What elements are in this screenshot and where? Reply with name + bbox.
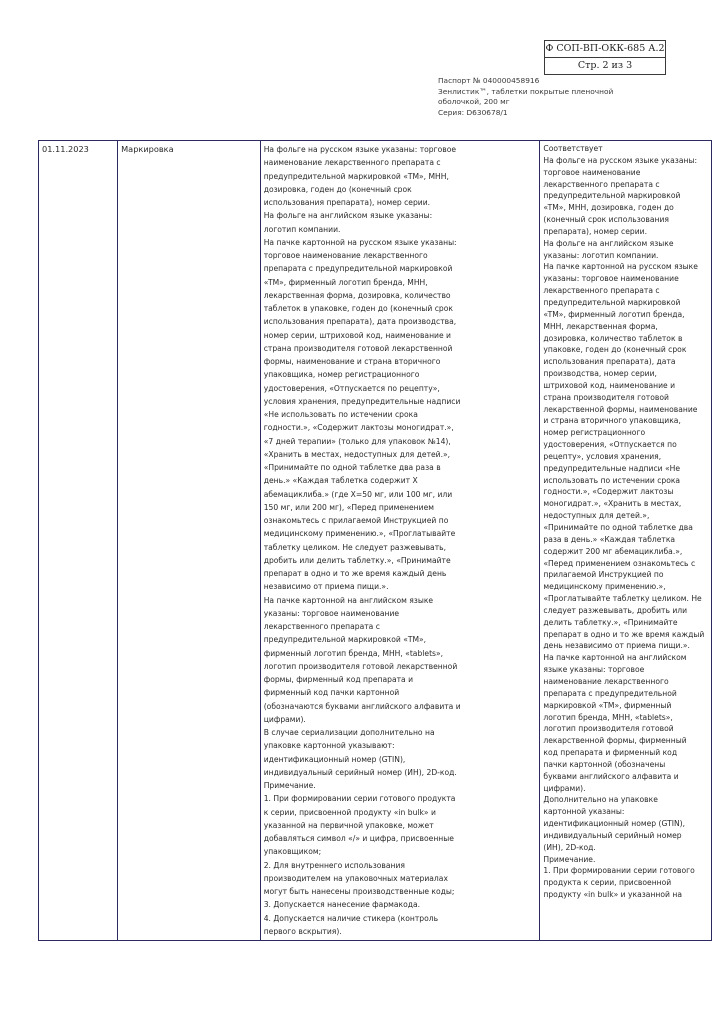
requirement-line: день.» «Каждая таблетка содержит X xyxy=(263,476,418,486)
result-line: «Проглатывайте таблетку целиком. Не xyxy=(543,594,702,604)
requirement-line: цифрами). xyxy=(263,714,306,724)
requirement-line: 2. Для внутреннего использования xyxy=(263,860,405,870)
requirement-line: индивидуальный серийный номер (ИН), 2D-код. xyxy=(263,767,457,777)
result-line: раза в день.» «Каждая таблетка xyxy=(543,534,676,544)
passport-line: Паспорт № 040000458916 xyxy=(438,76,540,85)
requirement-line: годности.», «Содержит лактозы моногидрат.», xyxy=(263,423,454,433)
requirement-line: номер серии, штриховой код, наименование и xyxy=(263,330,451,340)
result-line: удостоверения, «Отпускается по xyxy=(543,440,677,450)
requirement-line: «Хранить в местах, недоступных для детей.», xyxy=(263,449,451,459)
result-line: указаны: торговое наименование xyxy=(543,274,679,284)
requirement-line: лекарственная форма, дозировка, количество xyxy=(263,290,451,300)
result-line: препарата), номер серии. xyxy=(543,226,648,236)
result-line: языке указаны: торговое xyxy=(543,665,645,675)
specification-table xyxy=(38,140,712,941)
result-line: производства, номер серии, xyxy=(543,369,657,379)
requirement-line: предупредительной маркировкой «TM», xyxy=(263,635,427,645)
requirement-line: 3. Допускается нанесение фармакода. xyxy=(263,900,421,910)
result-line: препарат в одно и то же время каждый xyxy=(543,629,705,639)
result-line: пачки картонной (обозначены xyxy=(543,759,666,769)
result-line: предупредительные надписи «Не xyxy=(543,463,681,473)
result-line: номер регистрационного xyxy=(543,428,646,438)
result-line: логотип бренда, МНН, «tablets», xyxy=(543,712,673,722)
result-line: цифрами). xyxy=(543,783,586,793)
result-line: прилагаемой Инструкцией по xyxy=(543,570,664,580)
requirement-line: ознакомьтесь с прилагаемой Инструкцией по xyxy=(263,516,449,525)
requirement-line: Примечание. xyxy=(263,781,316,790)
passport-block xyxy=(438,76,613,118)
result-line: Примечание. xyxy=(543,854,596,864)
result-line: страна производителя готовой xyxy=(543,392,669,402)
requirement-line: «Не использовать по истечении срока xyxy=(263,410,418,419)
document-code-box xyxy=(544,40,666,75)
requirement-line: На пачке картонной на русском языке указаны: xyxy=(263,237,457,247)
requirement-line: использования препарата), дата производства, xyxy=(263,317,457,327)
requirement-line: таблетку целиком. Не следует разжевывать, xyxy=(263,542,447,552)
result-line: На фольге на русском языке указаны: xyxy=(543,155,698,165)
requirement-line: независимо от приема пищи.». xyxy=(263,582,389,592)
result-line: дозировка, количество таблеток в xyxy=(543,333,683,343)
requirement-line: упаковке картонной указывают: xyxy=(263,741,395,751)
result-line: код препарата и фирменный код xyxy=(543,748,678,758)
result-line: продукту «in bulk» и указанной на xyxy=(543,890,682,900)
result-line: буквами английского алфавита и xyxy=(543,771,679,781)
result-line: индивидуальный серийный номер xyxy=(543,830,682,840)
result-line: и страна вторичного упаковщика, xyxy=(543,416,681,426)
requirement-line: препарата с предупредительной маркировкой xyxy=(263,264,453,274)
requirement-line: 1. При формировании серии готового продукта xyxy=(263,794,456,804)
result-line: предупредительной маркировкой xyxy=(543,297,681,307)
result-line: день независимо от приема пищи.». xyxy=(543,641,690,651)
result-line: лекарственного препарата с xyxy=(543,286,660,296)
requirement-line: «Принимайте по одной таблетке два раза в xyxy=(263,463,441,472)
passport-line: оболочкой, 200 мг xyxy=(438,97,510,107)
requirement-line: На фольге на русском языке указаны: торговое xyxy=(263,145,457,154)
result-line: наименование лекарственного xyxy=(543,676,669,686)
requirement-line: логотип компании. xyxy=(263,224,341,234)
document-code: Ф СОП-ВП-ОКК-685 А.2 xyxy=(545,43,665,54)
requirement-line: таблеток в упаковке, годен до (конечный срок xyxy=(263,304,453,313)
result-line: лекарственного препарата с xyxy=(543,179,660,189)
requirement-line: «7 дней терапии» (только для упаковок №14), xyxy=(263,436,451,446)
result-line: 1. При формировании серии готового xyxy=(543,866,695,876)
requirement-line: фирменный логотип бренда, МНН, «tablets», xyxy=(263,648,444,658)
requirement-line: наименование лекарственного препарата с xyxy=(263,158,441,168)
result-line: использовать по истечении срока xyxy=(543,475,681,485)
requirement-line: 150 мг, или 200 мг), «Перед применением xyxy=(263,502,434,512)
result-line: картонной указаны: xyxy=(543,807,625,817)
result-line: медицинскому применению.», xyxy=(543,582,666,592)
result-line: недоступных для детей.», xyxy=(543,511,650,521)
result-line: Соответствует xyxy=(543,144,603,153)
result-line: делить таблетку.», «Принимайте xyxy=(543,617,678,627)
requirement-line: дозировка, годен до (конечный срок xyxy=(263,184,412,194)
requirement-line: идентификационный номер (GTIN), xyxy=(263,754,406,764)
result-line: продукта к серии, присвоенной xyxy=(543,878,672,888)
result-line: препарата с предупредительной xyxy=(543,688,677,698)
requirement-line: лекарственного препарата с xyxy=(263,622,380,631)
result-line: «Перед применением ознакомьтесь с xyxy=(543,558,696,568)
requirement-line: удостоверения, «Отпускается по рецепту», xyxy=(263,383,440,393)
requirement-line: абемациклиба.» (где X=50 мг, или 100 мг, или xyxy=(263,489,453,499)
requirement-line: В случае сериализации дополнительно на xyxy=(263,728,435,737)
result-line: «Принимайте по одной таблетке два xyxy=(543,523,693,532)
result-line: На фольге на английском языке xyxy=(543,238,674,248)
result-line: лекарственной формы, наименование xyxy=(543,404,698,414)
requirement-line: указаны: торговое наименование xyxy=(263,608,400,618)
result-line: торговое наименование xyxy=(543,167,641,177)
requirement-line: логотип производителя готовой лекарственной xyxy=(263,661,458,671)
requirement-line: На пачке картонной на английском языке xyxy=(263,595,434,605)
result-line: годности.», «Содержит лактозы xyxy=(543,487,674,497)
result-line: упаковке, годен до (конечный срок xyxy=(543,345,687,355)
requirement-line: указанной на первичной упаковке, может xyxy=(263,820,434,830)
requirement-line: к серии, присвоенной продукту «in bulk» и xyxy=(263,807,436,817)
result-line: предупредительной маркировкой xyxy=(543,191,681,201)
requirement-line: условия хранения, предупредительные надписи xyxy=(263,396,461,406)
result-line: На пачке картонной на английском xyxy=(543,653,687,663)
result-line: идентификационный номер (GTIN), xyxy=(543,819,686,829)
result-line: маркировкой «TM», фирменный xyxy=(543,700,672,710)
requirement-line: торговое наименование лекарственного xyxy=(263,251,428,260)
result-line: следует разжевывать, дробить или xyxy=(543,605,688,615)
passport-line: Зенлистик™, таблетки покрытые пленочной xyxy=(438,86,614,96)
table-row xyxy=(39,141,712,941)
requirement-line: медицинскому применению.», «Проглатывайте xyxy=(263,529,456,539)
test-name-cell: Маркировка xyxy=(118,141,261,941)
date-cell: 01.11.2023 xyxy=(39,141,118,941)
result-line: (конечный срок использования xyxy=(543,215,669,225)
requirement-line: первого вскрытия). xyxy=(263,926,342,936)
result-line: МНН, лекарственная форма, xyxy=(543,321,658,331)
requirement-line: добавляться символ «/» и цифра, присвоенные xyxy=(263,834,454,843)
requirement-line: предупредительной маркировкой «TM», МНН, xyxy=(263,171,449,181)
result-line: Дополнительно на упаковке xyxy=(543,795,658,805)
result-line: логотип производителя готовой xyxy=(543,724,674,734)
result-line: «TM», МНН, дозировка, годен до xyxy=(543,203,674,213)
requirement-line: дробить или делить таблетку.», «Принимайте xyxy=(263,555,451,565)
result-cell xyxy=(540,141,712,941)
requirement-line: страна производителя готовой лекарственной xyxy=(263,343,453,353)
requirement-cell xyxy=(260,141,540,941)
requirement-line: (обозначаются буквами английского алфавита и xyxy=(263,701,461,711)
result-line: рецепту», условия хранения, xyxy=(543,451,662,461)
result-line: штриховой код, наименование и xyxy=(543,380,676,390)
result-line: «TM», фирменный логотип бренда, xyxy=(543,309,685,319)
requirement-line: формы, фирменный код препарата и xyxy=(263,675,414,684)
result-line: содержит 200 мг абемациклиба.», xyxy=(543,546,683,556)
result-line: использования препарата), дата xyxy=(543,357,676,367)
requirement-line: упаковщиком; xyxy=(263,847,322,857)
requirement-line: фирменный код пачки картонной xyxy=(263,688,400,698)
requirement-line: могут быть нанесены производственные коды; xyxy=(263,887,455,896)
passport-line: Серия: D630678/1 xyxy=(438,107,508,117)
requirement-line: использования препарата), номер серии. xyxy=(263,198,431,207)
requirement-line: На фольге на английском языке указаны: xyxy=(263,211,433,221)
result-line: моногидрат.», «Хранить в местах, xyxy=(543,499,682,509)
requirement-line: «TM», фирменный логотип бренда, МНН, xyxy=(263,277,428,287)
result-line: (ИН), 2D-код. xyxy=(543,842,596,852)
result-line: На пачке картонной на русском языке xyxy=(543,262,698,272)
requirement-line: упаковщика, номер регистрационного xyxy=(263,370,420,380)
requirement-line: формы, наименование и страна вторичного xyxy=(263,357,441,366)
requirement-line: препарат в одно и то же время каждый день xyxy=(263,569,447,578)
result-line: указаны: логотип компании. xyxy=(543,250,659,260)
page-number: Стр. 2 из 3 xyxy=(545,57,665,74)
result-line: лекарственной формы, фирменный xyxy=(543,736,687,746)
requirement-line: производителем на упаковочных материалах xyxy=(263,873,448,883)
requirement-line: 4. Допускается наличие стикера (контроль xyxy=(263,913,439,923)
